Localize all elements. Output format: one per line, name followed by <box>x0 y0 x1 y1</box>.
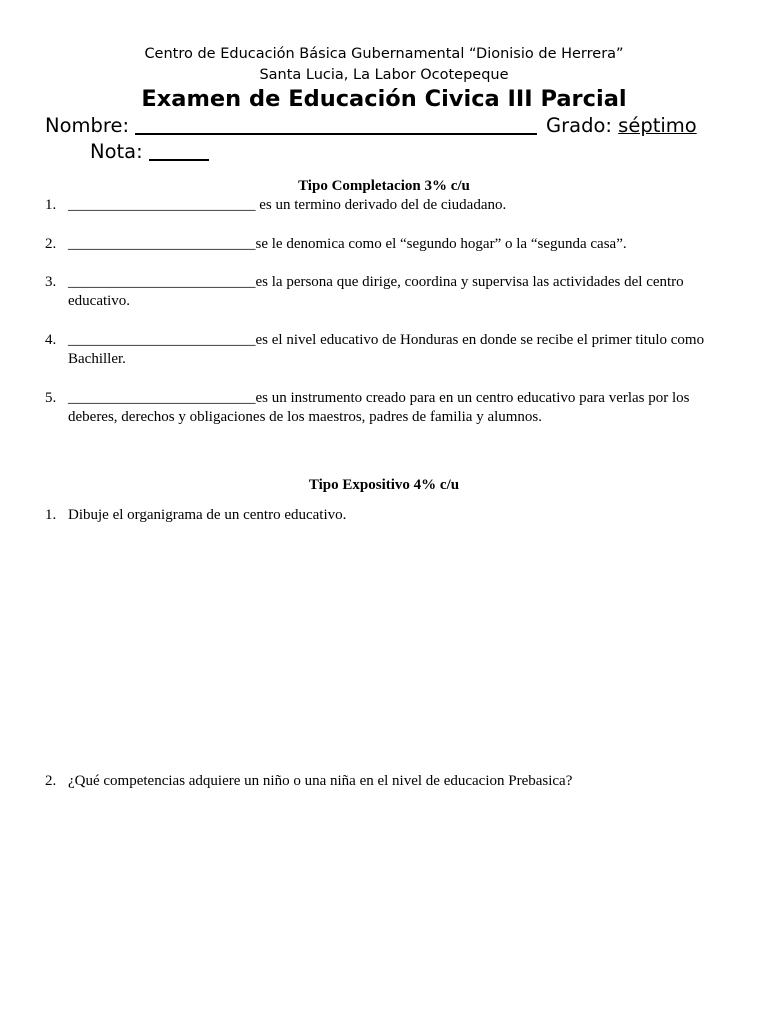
completion-question-1 <box>45 196 715 215</box>
nota-field-row <box>90 140 209 164</box>
school-name: Centro de Educación Básica Gubernamental “Dionisio de Herrera” <box>144 46 624 62</box>
name-field-row <box>45 114 537 138</box>
question-number: 3. <box>45 274 57 290</box>
grade-label: Grado: <box>546 114 612 137</box>
name-label: Nombre: <box>45 114 130 137</box>
question-text: Dibuje el organigrama de un centro educativo. <box>68 507 347 523</box>
question-text: _________________________es el nivel educativo de Honduras en donde se recibe el primer titulo como Bachiller. <box>68 332 705 367</box>
name-blank-line[interactable] <box>135 114 537 135</box>
section-expository-heading: Tipo Expositivo 4% c/u <box>308 477 460 493</box>
question-text: _________________________ es un termino derivado del de ciudadano. <box>68 197 507 213</box>
question-number: 2. <box>45 773 57 789</box>
nota-blank-line[interactable] <box>149 140 209 161</box>
expository-question-1 <box>45 506 715 525</box>
question-number: 1. <box>45 197 57 213</box>
question-text: _________________________es un instrumento creado para en un centro educativo para verlas por los deberes, derechos y obligaciones de los maestros, padres de familia y alumnos. <box>68 390 690 425</box>
question-number: 1. <box>45 507 57 523</box>
school-location: Santa Lucia, La Labor Ocotepeque <box>259 67 509 83</box>
exam-title: Examen de Educación Civica III Parcial <box>141 86 627 112</box>
question-number: 5. <box>45 390 57 406</box>
question-text: _________________________se le denomica como el “segundo hogar” o la “segunda casa”. <box>68 236 627 252</box>
completion-question-2 <box>45 235 715 254</box>
expository-question-2 <box>45 772 715 791</box>
question-text: _________________________es la persona que dirige, coordina y supervisa las actividades del centro educativo. <box>68 274 684 309</box>
completion-question-5 <box>45 389 715 427</box>
question-number: 2. <box>45 236 57 252</box>
grade-field-row <box>546 114 697 138</box>
grade-value: séptimo <box>618 114 697 137</box>
completion-question-4 <box>45 331 715 369</box>
question-text: ¿Qué competencias adquiere un niño o una niña en el nivel de educacion Prebasica? <box>68 773 573 789</box>
nota-label: Nota: <box>90 140 143 163</box>
section-completion-heading: Tipo Completacion 3% c/u <box>298 178 470 194</box>
question-number: 4. <box>45 332 57 348</box>
completion-question-3 <box>45 273 715 311</box>
